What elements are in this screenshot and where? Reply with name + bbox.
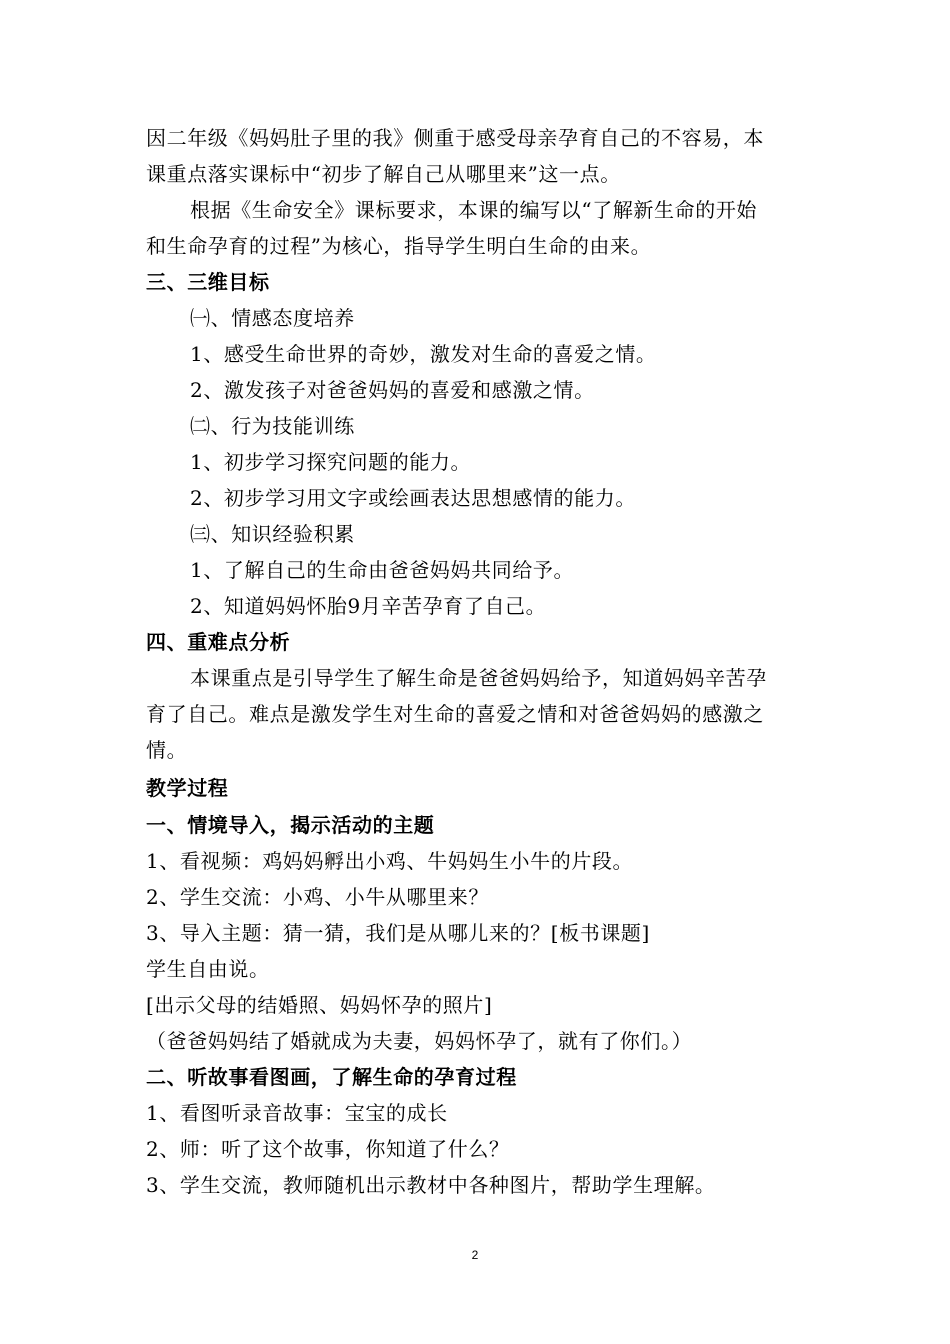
paragraph-line: 课重点落实课标中“初步了解自己从哪里来”这一点。 — [146, 162, 621, 186]
paragraph-line: （爸爸妈妈结了婚就成为夫妻，妈妈怀孕了，就有了你们。） — [146, 1029, 693, 1053]
list-item: 2、知道妈妈怀胎9月辛苦孕育了自己。 — [190, 594, 547, 618]
list-item: 1、初步学习探究问题的能力。 — [190, 450, 472, 474]
paragraph-line: 因二年级《妈妈肚子里的我》侧重于感受母亲孕育自己的不容易，本 — [146, 126, 764, 150]
subsection-heading: ㈢、知识经验积累 — [190, 522, 355, 546]
paragraph-line: 和生命孕育的过程”为核心，指导学生明白生命的由来。 — [146, 234, 652, 258]
list-item: 2、初步学习用文字或绘画表达思想感情的能力。 — [190, 486, 636, 510]
section-heading: 三、三维目标 — [146, 270, 270, 294]
page-number: 2 — [471, 1248, 479, 1262]
paragraph-line: 育了自己。难点是激发学生对生命的喜爱之情和对爸爸妈妈的感激之 — [146, 702, 764, 726]
list-item: 3、学生交流，教师随机出示教材中各种图片，帮助学生理解。 — [146, 1173, 716, 1197]
list-item: 2、激发孩子对爸爸妈妈的喜爱和感激之情。 — [190, 378, 595, 402]
list-item: 2、师：听了这个故事，你知道了什么？ — [146, 1137, 510, 1161]
paragraph-line: 根据《生命安全》课标要求，本课的编写以“了解新生命的开始 — [190, 198, 758, 222]
list-item: 1、看图听录音故事：宝宝的成长 — [146, 1101, 448, 1125]
subsection-heading: ㈡、行为技能训练 — [190, 414, 355, 438]
paragraph-line: [出示父母的结婚照、妈妈怀孕的照片] — [146, 993, 493, 1017]
section-heading: 四、重难点分析 — [146, 630, 291, 654]
paragraph-line: 本课重点是引导学生了解生命是爸爸妈妈给予，知道妈妈辛苦孕 — [190, 666, 767, 690]
list-item: 1、了解自己的生命由爸爸妈妈共同给予。 — [190, 558, 575, 582]
section-heading: 一、情境导入，揭示活动的主题 — [146, 813, 435, 837]
section-heading: 二、听故事看图画，了解生命的孕育过程 — [146, 1065, 517, 1089]
paragraph-line: 学生自由说。 — [146, 957, 270, 981]
paragraph-line: 情。 — [146, 738, 188, 762]
subsection-heading: ㈠、情感态度培养 — [190, 306, 355, 330]
section-heading: 教学过程 — [146, 776, 229, 800]
list-item: 1、感受生命世界的奇妙，激发对生命的喜爱之情。 — [190, 342, 657, 366]
list-item: 3、导入主题：猜一猜，我们是从哪儿来的？[板书课题] — [146, 921, 650, 945]
list-item: 2、学生交流：小鸡、小牛从哪里来？ — [146, 885, 489, 909]
list-item: 1、看视频：鸡妈妈孵出小鸡、牛妈妈生小牛的片段。 — [146, 849, 634, 873]
